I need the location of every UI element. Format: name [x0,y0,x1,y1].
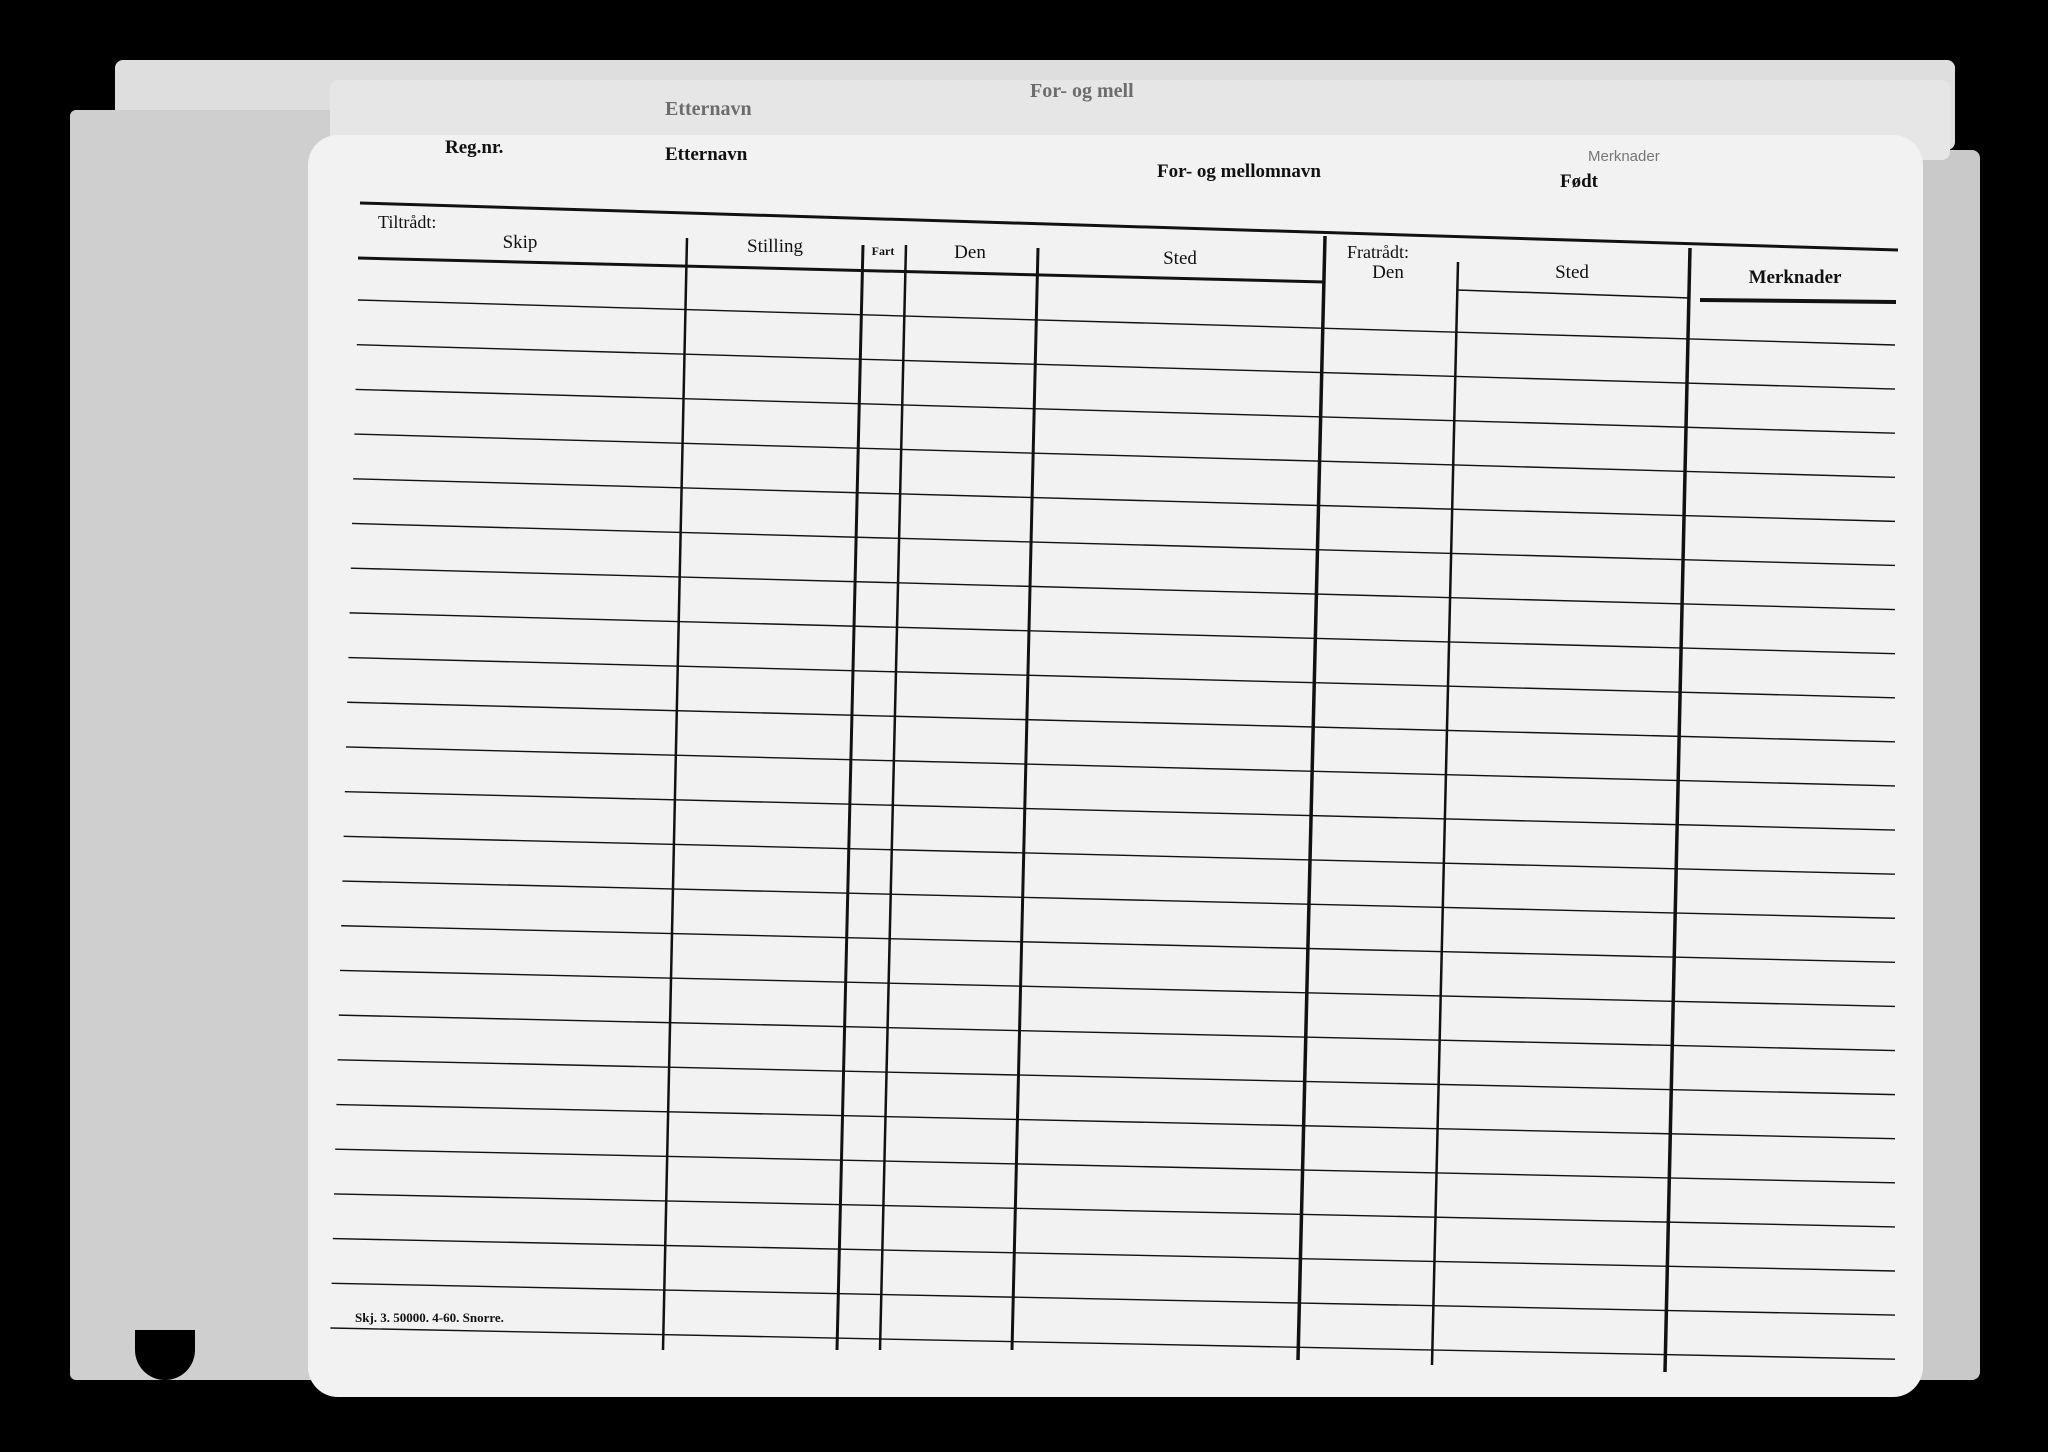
col-skip-label: Skip [502,232,538,253]
table-row-line [358,300,1895,345]
table-row-line [342,881,1895,918]
table-row-line [356,389,1895,433]
table-row-line [352,523,1895,565]
reg-nr-label: Reg.nr. [445,137,504,158]
table-row-line [339,1015,1895,1050]
background-etternavn-fragment: Etternavn [665,98,752,120]
table-row-line [347,702,1895,742]
col-den-label: Den [954,242,986,263]
table-row-line [330,1328,1895,1359]
table-row-line [353,479,1895,522]
table-row-line [357,345,1895,389]
col-divider-fratradt-den [1432,262,1458,1365]
table-row-line [333,1239,1895,1271]
table-row-line [350,613,1895,654]
merknader-header-rule [1700,300,1896,302]
col-divider-stilling [837,245,863,1350]
fornavn-label: For- og mellomnavn [1157,161,1321,182]
table-row-line [344,836,1895,874]
table-row-line [348,658,1895,698]
col-divider-skip [663,238,687,1350]
col-divider-sted [1298,236,1325,1360]
table-row-line [341,926,1895,963]
table-row-line [351,568,1895,609]
header-rule [360,203,1898,250]
col-divider-fratradt-sted [1665,248,1690,1372]
table-row-line [336,1105,1895,1139]
column-header-rule [358,258,1325,282]
print-info: Skj. 3. 50000. 4-60. Snorre. [355,1310,504,1325]
table-row-line [345,792,1895,830]
etternavn-label: Etternavn [665,144,748,165]
tiltradt-label: Tiltrådt: [378,212,437,232]
col-fart-label: Fart [871,244,895,258]
ghost-merknader-label: Merknader [1588,148,1660,165]
table-row-line [334,1194,1895,1227]
col-fratradt-den-label: Den [1372,262,1404,283]
table-row-line [335,1149,1895,1183]
col-merknader-label: Merknader [1748,267,1842,288]
fratradt-header-rule [1457,290,1690,298]
table-row-line [346,747,1895,786]
table-row-line [354,434,1895,477]
fodt-label: Født [1560,171,1598,192]
fratradt-label: Fratrådt: [1347,242,1409,262]
col-stilling-label: Stilling [747,236,803,257]
col-divider-fart [880,245,906,1350]
background-fornavn-fragment: For- og mell [1030,80,1134,102]
table-row-line [338,1060,1895,1095]
table-row-line [340,970,1895,1006]
col-sted-label: Sted [1163,248,1197,269]
col-divider-den [1012,248,1038,1350]
col-fratradt-sted-label: Sted [1555,262,1589,283]
table-row-line [332,1283,1895,1315]
